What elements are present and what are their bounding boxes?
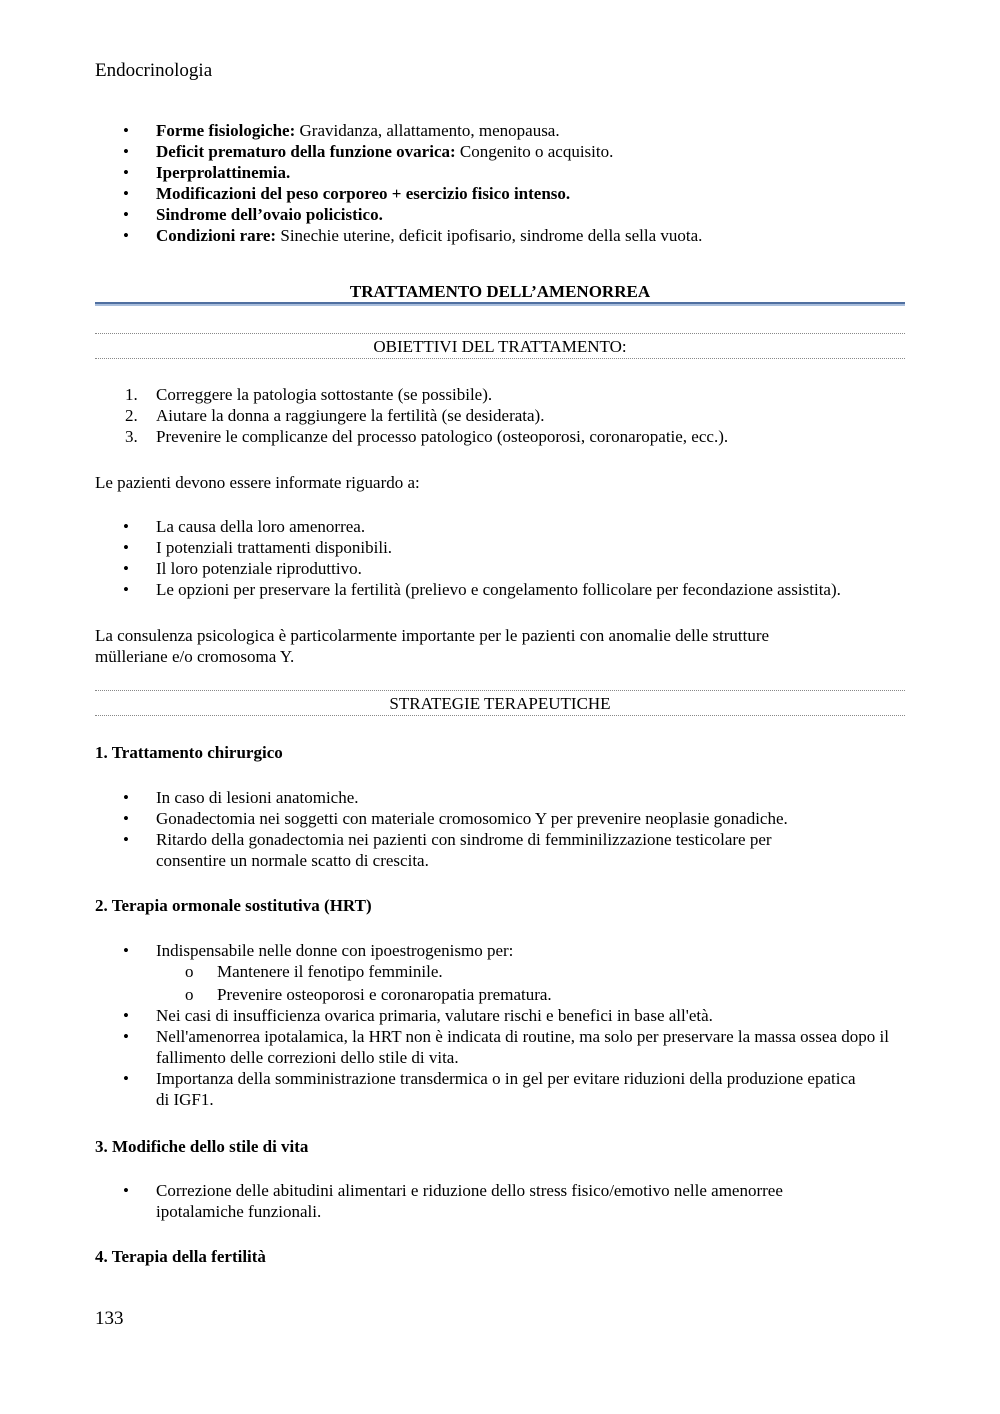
list-item: 3. Prevenire le complicanze del processo patologico (osteoporosi, coronaropatie, ecc.). (125, 427, 729, 446)
list-item: • Correzione delle abitudini alimentari e riduzione dello stress fisico/emotivo nelle amenorree ipotalamiche funzionali. (95, 1180, 905, 1222)
list-item: • Nell'amenorrea ipotalamica, la HRT non è indicata di routine, ma solo per preservare la massa ossea dopo il fallimento delle correzioni dello stile di vita. (95, 1026, 905, 1068)
sub-list-item: o Prevenire osteoporosi e coronaropatia prematura. (156, 984, 905, 1005)
list-item: • Ritardo della gonadectomia nei pazienti con sindrome di femminilizzazione testicolare per consentire un normale scatto di crescita. (95, 829, 905, 871)
list-item: • Modificazioni del peso corporeo + esercizio fisico intenso. (95, 183, 905, 204)
title-divider (95, 302, 905, 306)
surgery-list (95, 787, 905, 871)
list-item: • La causa della loro amenorrea. (95, 516, 905, 537)
list-item: • Condizioni rare: Sinechie uterine, deficit ipofisario, sindrome della sella vuota. (95, 225, 905, 246)
list-item: • Nei casi di insufficienza ovarica primaria, valutare rischi e benefici in base all'età. (95, 1005, 905, 1026)
objectives-heading: OBIETTIVI DEL TRATTAMENTO: (95, 333, 905, 359)
informed-list (95, 516, 905, 600)
informed-intro: Le pazienti devono essere informate riguardo a: (95, 473, 420, 492)
list-item: 1. Correggere la patologia sottostante (se possibile). (125, 385, 493, 404)
hrt-sub-list (156, 961, 905, 1005)
page-number: 133 (95, 1308, 124, 1329)
hrt-list (95, 940, 905, 1110)
list-item: • Indispensabile nelle donne con ipoestrogenismo per: o Mantenere il fenotipo femminile. o Prevenire osteoporosi e coronaropatia prematura. (95, 940, 905, 1005)
lifestyle-list (95, 1180, 905, 1222)
psych-note: La consulenza psicologica è particolarmente importante per le pazienti con anomalie delle strutture mülleriane e/o cromosoma Y. (95, 626, 770, 666)
list-item: • Importanza della somministrazione transdermica o in gel per evitare riduzioni della produzione epatica di IGF1. (95, 1068, 905, 1110)
objectives-list (95, 384, 905, 447)
list-item: • Iperprolattinemia. (95, 162, 905, 183)
list-item: • Forme fisiologiche: Gravidanza, allattamento, menopausa. (95, 120, 905, 141)
causes-list (95, 120, 905, 246)
list-item: • I potenziali trattamenti disponibili. (95, 537, 905, 558)
surgery-heading: 1. Trattamento chirurgico (95, 743, 283, 762)
fertility-heading: 4. Terapia della fertilità (95, 1247, 266, 1266)
sub-list-item: o Mantenere il fenotipo femminile. (156, 961, 905, 982)
list-item: • Il loro potenziale riproduttivo. (95, 558, 905, 579)
list-item: • Gonadectomia nei soggetti con materiale cromosomico Y per prevenire neoplasie gonadiche. (95, 808, 905, 829)
strategies-heading: STRATEGIE TERAPEUTICHE (95, 690, 905, 716)
section-title: TRATTAMENTO DELL’AMENORREA (349, 282, 651, 301)
lifestyle-heading: 3. Modifiche dello stile di vita (95, 1137, 309, 1156)
list-item: 2. Aiutare la donna a raggiungere la fertilità (se desiderata). (125, 406, 545, 425)
hrt-heading: 2. Terapia ormonale sostitutiva (HRT) (95, 896, 372, 915)
list-item: • In caso di lesioni anatomiche. (95, 787, 905, 808)
list-item: • Deficit prematuro della funzione ovarica: Congenito o acquisito. (95, 141, 905, 162)
list-item: • Sindrome dell’ovaio policistico. (95, 204, 905, 225)
running-header: Endocrinologia (95, 60, 213, 81)
list-item: • Le opzioni per preservare la fertilità (prelievo e congelamento follicolare per fecondazione assistita). (95, 579, 905, 600)
